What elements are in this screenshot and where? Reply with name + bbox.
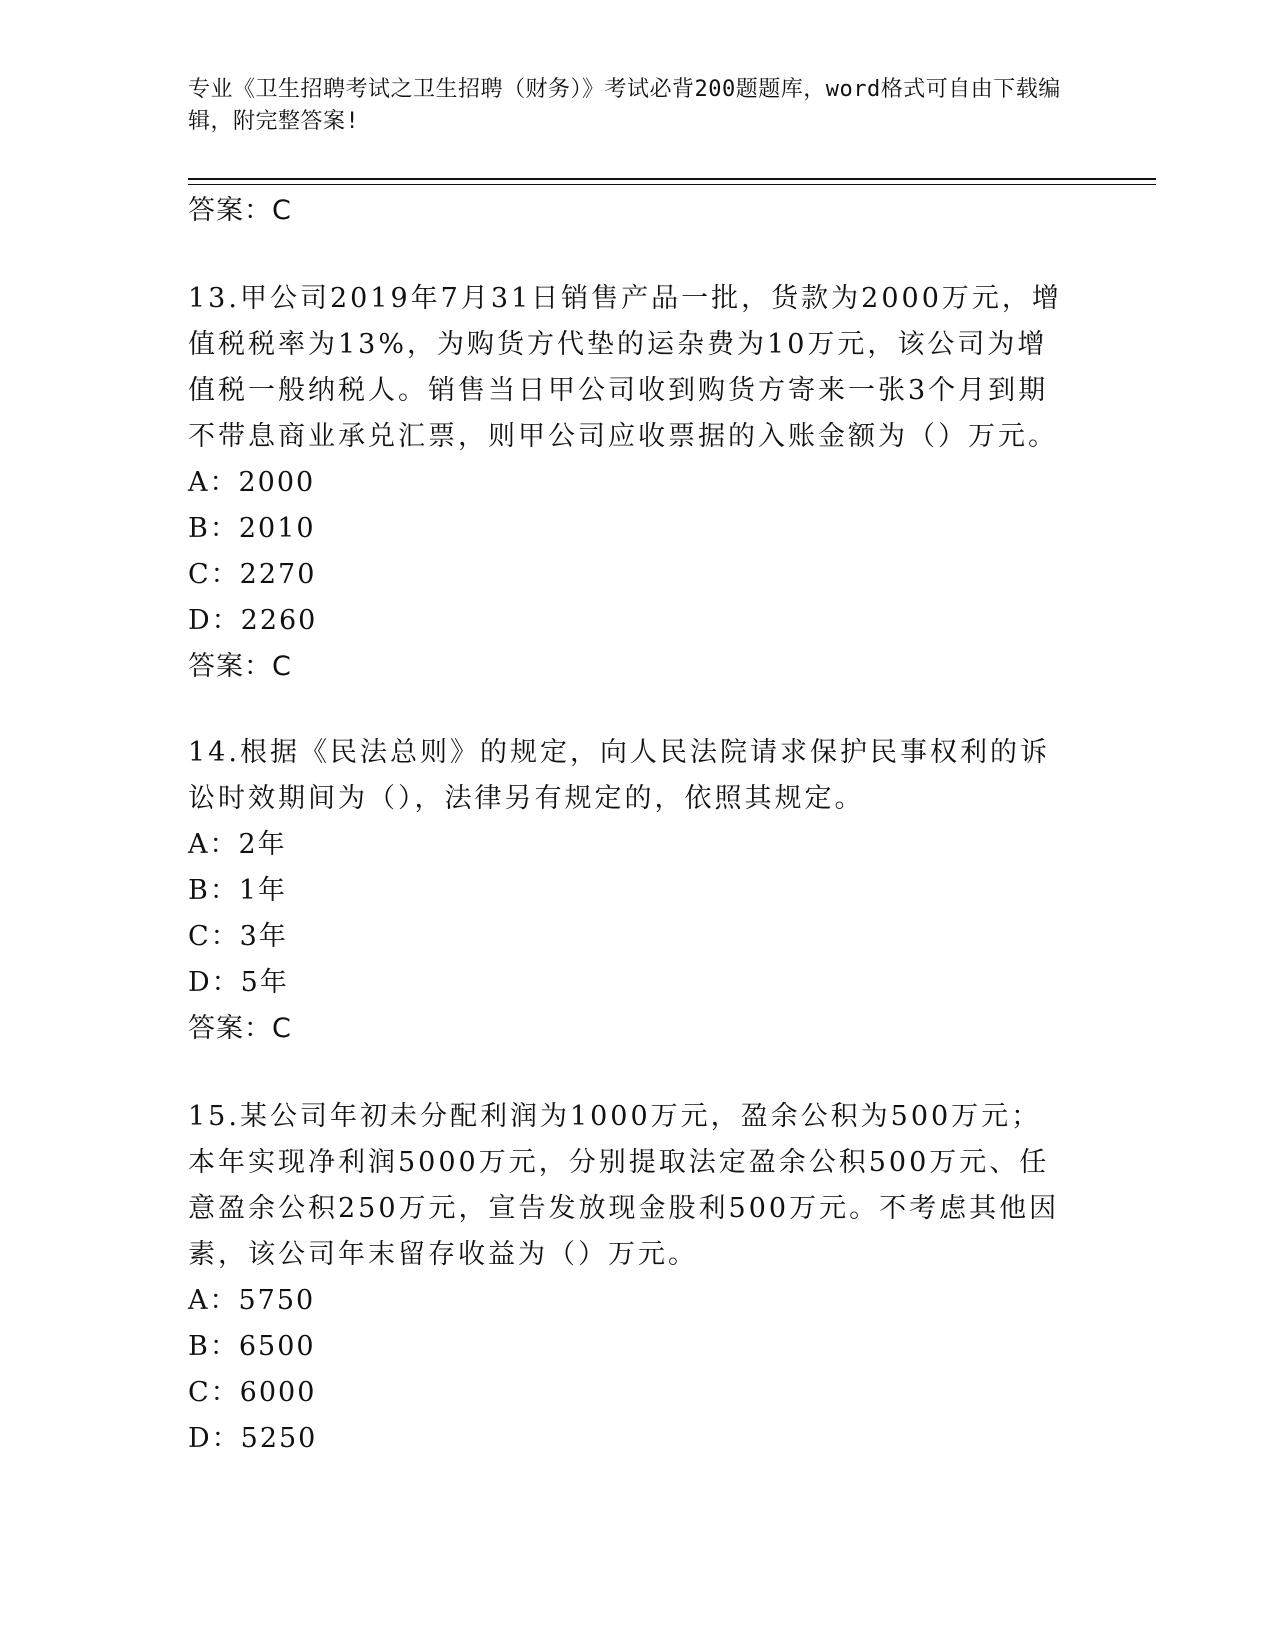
option-c: C：3年 <box>188 921 288 952</box>
question-15 <box>188 1094 1088 1462</box>
option-a: A：2年 <box>188 829 287 860</box>
option-c: C：6000 <box>188 1377 317 1408</box>
document-header: 专业《卫生招聘考试之卫生招聘（财务）》考试必背200题题库，word格式可自由下载编辑，附完整答案! <box>188 77 1061 134</box>
question-stem: 13.甲公司2019年7月31日销售产品一批，货款为2000万元，增值税税率为13%，为购货方代垫的运杂费为10万元，该公司为增值税一般纳税人。销售当日甲公司收到购货方寄来一张3个月到期不带息商业承兑汇票，则甲公司应收票据的入账金额为（）万元。 <box>188 283 1062 452</box>
option-d: D：2260 <box>188 605 318 636</box>
question-14 <box>188 730 1088 1052</box>
header-divider-thick <box>188 178 1156 180</box>
option-d: D：5250 <box>188 1423 318 1454</box>
option-c: C：2270 <box>188 559 317 590</box>
question-answer: 答案：C <box>188 651 292 682</box>
previous-answer: 答案：C <box>188 195 292 226</box>
option-b: B：6500 <box>188 1331 316 1362</box>
option-b: B：2010 <box>188 513 316 544</box>
option-d: D：5年 <box>188 967 289 998</box>
option-a: A：5750 <box>188 1285 316 1316</box>
question-13 <box>188 276 1088 690</box>
question-stem: 15.某公司年初未分配利润为1000万元，盈余公积为500万元；本年实现净利润5000万元，分别提取法定盈余公积500万元、任意盈余公积250万元，宣告发放现金股利500万元。不考虑其他因素，该公司年末留存收益为（）万元。 <box>188 1101 1060 1270</box>
header-divider-thin <box>188 184 1156 185</box>
question-stem: 14.根据《民法总则》的规定，向人民法院请求保护民事权利的诉讼时效期间为（），法律另有规定的，依照其规定。 <box>188 737 1050 814</box>
question-answer: 答案：C <box>188 1013 292 1044</box>
option-b: B：1年 <box>188 875 288 906</box>
option-a: A：2000 <box>188 467 316 498</box>
